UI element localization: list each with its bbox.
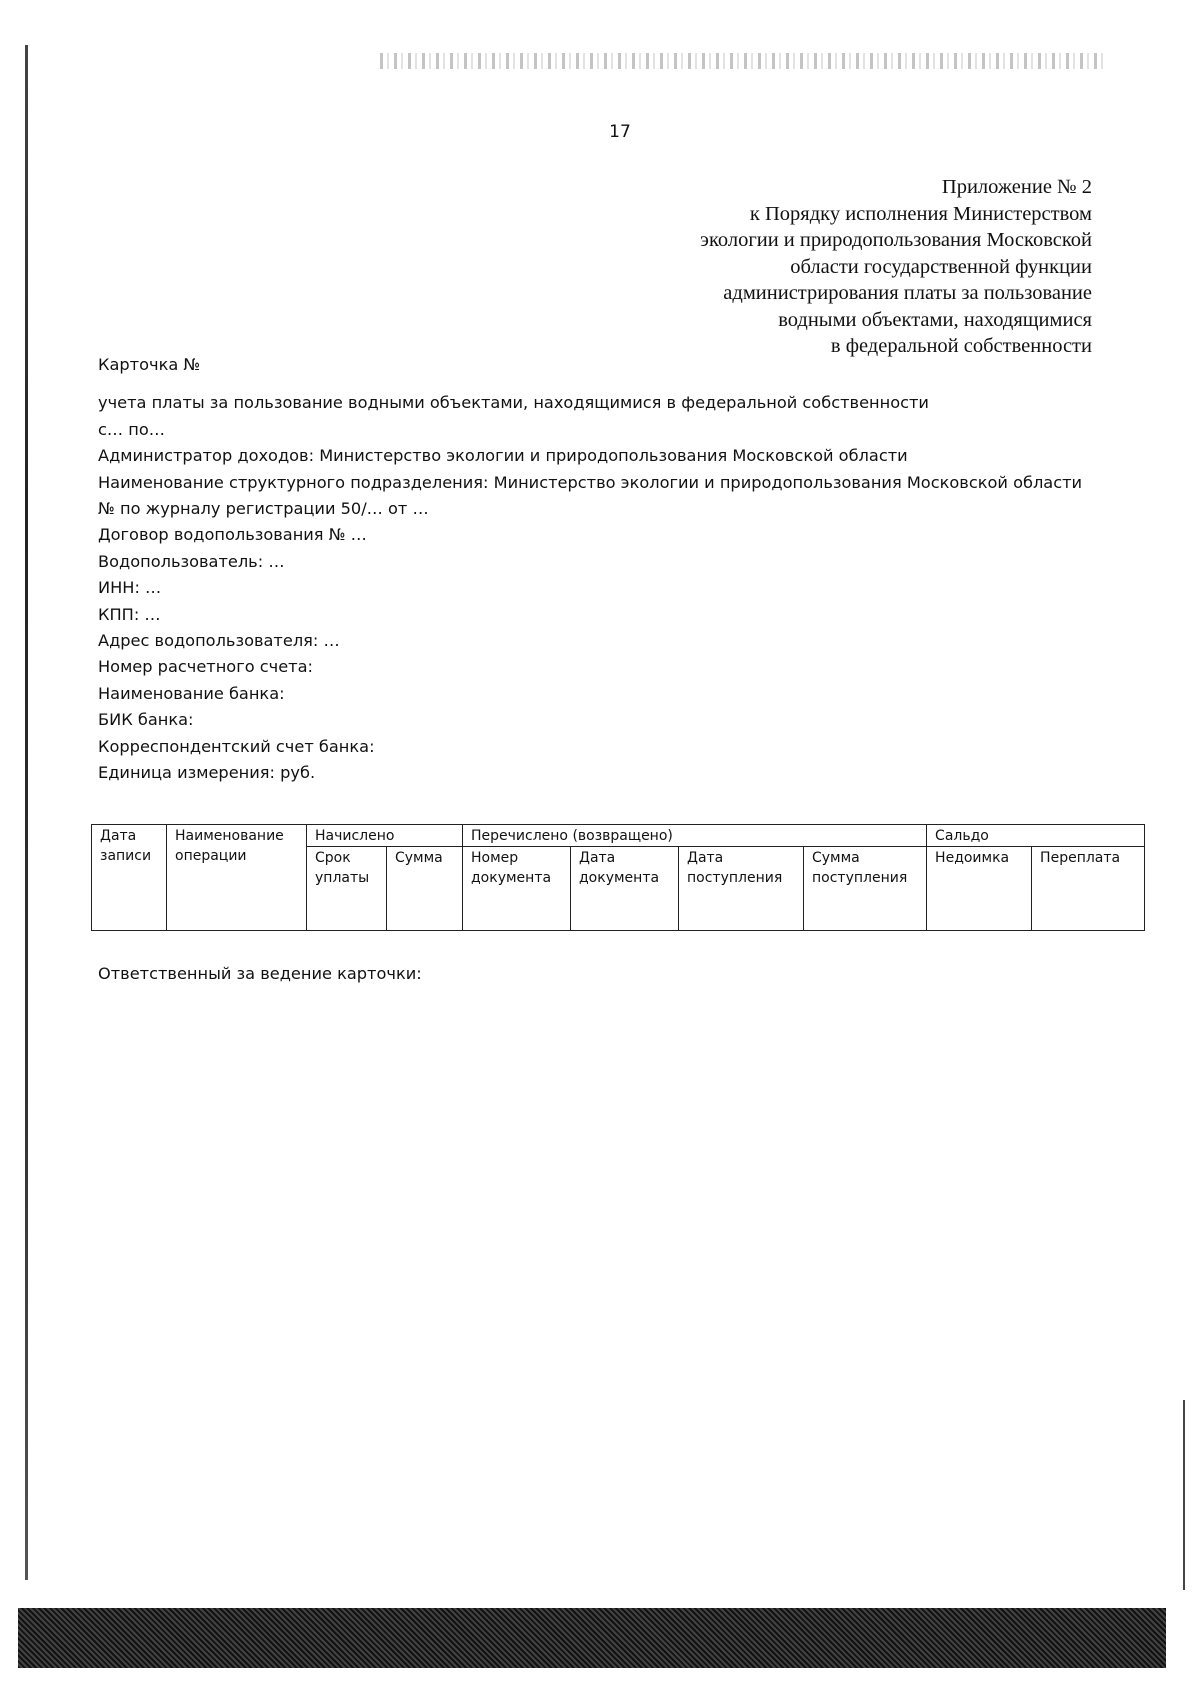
col-doc-date: Дата документа [571, 847, 679, 931]
col-receipt-date: Дата поступления [679, 847, 804, 931]
appendix-line: водными объектами, находящимися [778, 308, 1092, 331]
ledger-table [91, 824, 1145, 931]
group-accrued: Начислено [307, 825, 463, 847]
col-due-date: Срок уплаты [307, 847, 387, 931]
table-header-row [92, 825, 1145, 847]
col-arrears: Недоимка [927, 847, 1032, 931]
appendix-line: экологии и природопользования Московской [700, 229, 1092, 251]
appendix-line: к Порядку исполнения Министерством [749, 202, 1092, 225]
scan-noise-top [380, 53, 1105, 69]
group-transferred: Перечислено (возвращено) [463, 825, 927, 847]
field-contract-number: Договор водопользования № … [98, 525, 367, 545]
col-receipt-sum: Сумма поступления [804, 847, 927, 931]
appendix-header [700, 174, 1092, 360]
group-balance: Сальдо [927, 825, 1145, 847]
scan-edge-left [25, 45, 28, 1580]
card-period: с… по… [98, 419, 165, 439]
field-address: Адрес водопользователя: … [98, 631, 340, 651]
scan-noise-bottom [18, 1608, 1166, 1668]
appendix-line: администрирования платы за пользование [723, 282, 1092, 304]
field-bank-name: Наименование банка: [98, 683, 285, 703]
card-title: Карточка № [98, 355, 201, 374]
col-operation-name: Наименование операции [167, 825, 307, 931]
card-details [98, 352, 1082, 787]
field-account-number: Номер расчетного счета: [98, 657, 313, 677]
appendix-line: Приложение № 2 [941, 176, 1092, 198]
field-kpp: КПП: … [98, 604, 161, 624]
field-revenue-administrator: Администратор доходов: Министерство экологии и природопользования Московской области [98, 446, 908, 466]
field-water-user: Водопользователь: … [98, 551, 285, 571]
card-subtitle: учета платы за пользование водными объектами, находящимися в федеральной собственности [98, 393, 929, 413]
col-sum: Сумма [387, 847, 463, 931]
field-unit: Единица измерения: руб. [98, 763, 316, 783]
col-doc-number: Номер документа [463, 847, 571, 931]
col-overpayment: Переплата [1032, 847, 1145, 931]
field-bik: БИК банка: [98, 710, 194, 730]
page-number: 17 [609, 122, 631, 142]
appendix-line: области государственной функции [790, 255, 1092, 278]
col-record-date: Дата записи [92, 825, 167, 931]
field-department: Наименование структурного подразделения: Министерство экологии и природопользования Московской области [98, 472, 1083, 492]
field-corr-account: Корреспондентский счет банка: [98, 736, 375, 756]
scan-edge-right [1183, 1400, 1185, 1590]
field-inn: ИНН: … [98, 578, 162, 598]
field-journal-number: № по журналу регистрации 50/… от … [98, 499, 429, 519]
appendix-line: в федеральной собственности [830, 335, 1092, 357]
responsible-line: Ответственный за ведение карточки: [98, 964, 422, 983]
spacer [98, 378, 1082, 390]
